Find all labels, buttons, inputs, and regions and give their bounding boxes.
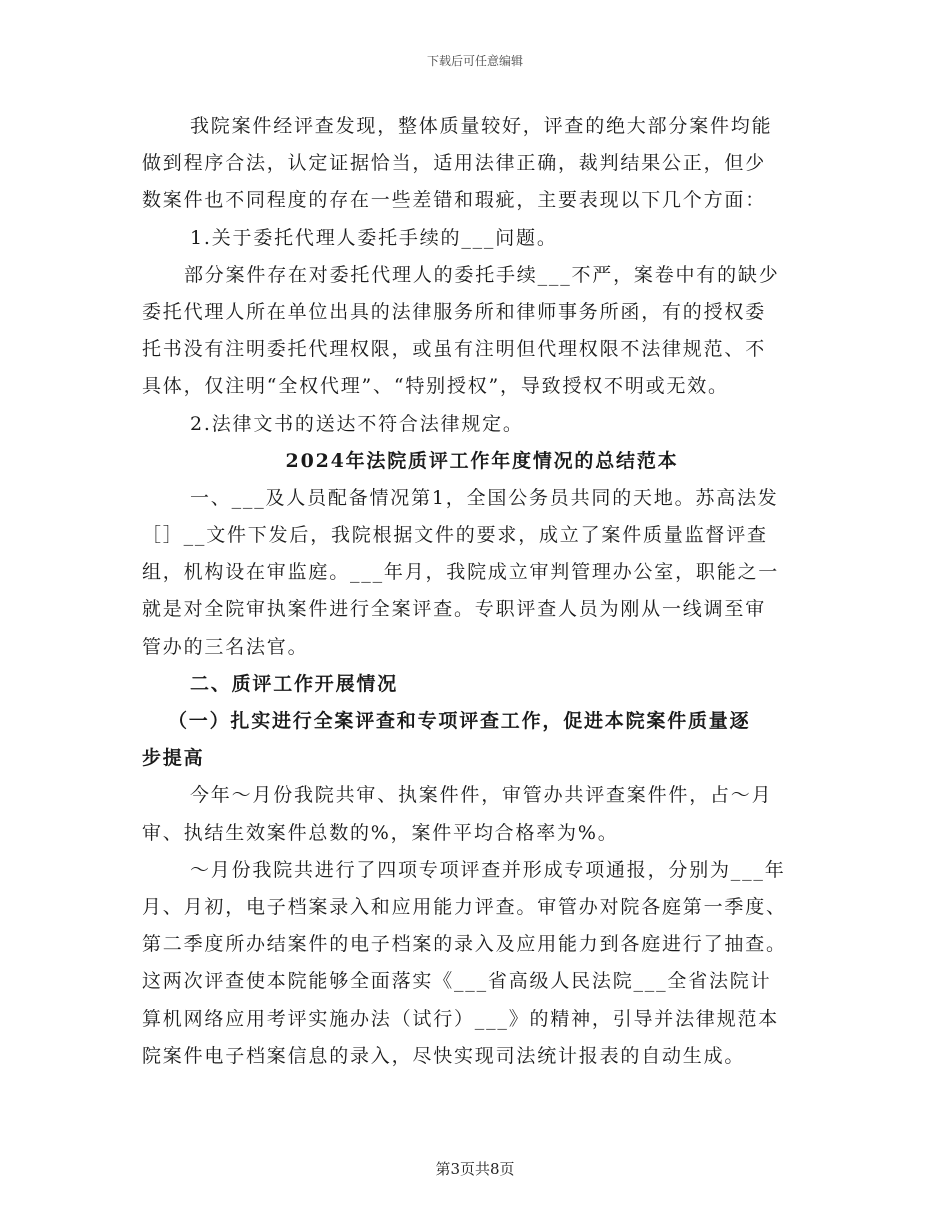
paragraph-line: ～月份我院共进行了四项专项评查并形成专项通报，分别为___年 bbox=[190, 858, 786, 881]
paragraph-line: 1.关于委托代理人委托手续的___问题。 bbox=[190, 226, 558, 249]
paragraph-line: 一、___及人员配备情况第1，全国公务员共同的天地。苏高法发 bbox=[190, 486, 779, 509]
paragraph-line: 今年～月份我院共审、执案件件，审管办共评查案件件，占～月 bbox=[190, 784, 773, 807]
paragraph-line: 托书没有注明委托代理权限，或虽有注明但代理权限不法律规范、不 bbox=[142, 338, 767, 361]
paragraph-line: 我院案件经评查发现，整体质量较好，评查的绝大部分案件均能 bbox=[190, 115, 773, 137]
paragraph-line: 2.法律文书的送达不符合法律规定。 bbox=[190, 412, 524, 435]
paragraph-line: 部分案件存在对委托代理人的委托手续___不严，案卷中有的缺少 bbox=[184, 263, 780, 286]
page-footer: 第3页共8页 bbox=[435, 1160, 515, 1178]
paragraph-line: 组，机构设在审监庭。___年月，我院成立审判管理办公室，职能之一 bbox=[142, 561, 780, 584]
paragraph-line: 院案件电子档案信息的录入，尽快实现司法统计报表的自动生成。 bbox=[142, 1044, 746, 1067]
section-heading-line: （一）扎实进行全案评查和专项评查工作，促进本院案件质量逐 bbox=[168, 710, 751, 732]
paragraph-line: 就是对全院审执案件进行全案评查。专职评查人员为刚从一线调至审 bbox=[142, 598, 767, 621]
section-heading-line: 步提高 bbox=[142, 747, 205, 770]
paragraph-line: 数案件也不同程度的存在一些差错和瑕疵，主要表现以下几个方面： bbox=[142, 189, 767, 212]
paragraph-line: 做到程序合法，认定证据恰当，适用法律正确，裁判结果公正，但少 bbox=[142, 152, 767, 175]
paragraph-line: 管办的三名法官。 bbox=[142, 635, 309, 658]
paragraph-line: 月、月初，电子档案录入和应用能力评查。审管办对院各庭第一季度、 bbox=[142, 895, 787, 918]
paragraph-line: 审、执结生效案件总数的%，案件平均合格率为%。 bbox=[142, 821, 619, 844]
document-title: 2024年法院质评工作年度情况的总结范本 bbox=[285, 449, 679, 472]
paragraph-line: 委托代理人所在单位出具的法律服务所和律师事务所函，有的授权委 bbox=[142, 300, 767, 323]
paragraph-line: ［］__文件下发后，我院根据文件的要求，成立了案件质量监督评查 bbox=[142, 524, 768, 547]
section-heading-line: 二、质评工作开展情况 bbox=[190, 672, 399, 695]
paragraph-line: 第二季度所办结案件的电子档案的录入及应用能力到各庭进行了抽查。 bbox=[142, 933, 787, 956]
document-body bbox=[142, 108, 822, 1075]
paragraph-line: 这两次评查使本院能够全面落实《___省高级人民法院___全省法院计 bbox=[142, 970, 772, 993]
paragraph-line: 具体，仅注明“全权代理”、“特别授权”，导致授权不明或无效。 bbox=[142, 375, 729, 398]
page-header: 下载后可任意编辑 bbox=[426, 54, 523, 68]
paragraph-line: 算机网络应用考评实施办法（试行）___》的精神，引导并法律规范本 bbox=[142, 1007, 780, 1030]
